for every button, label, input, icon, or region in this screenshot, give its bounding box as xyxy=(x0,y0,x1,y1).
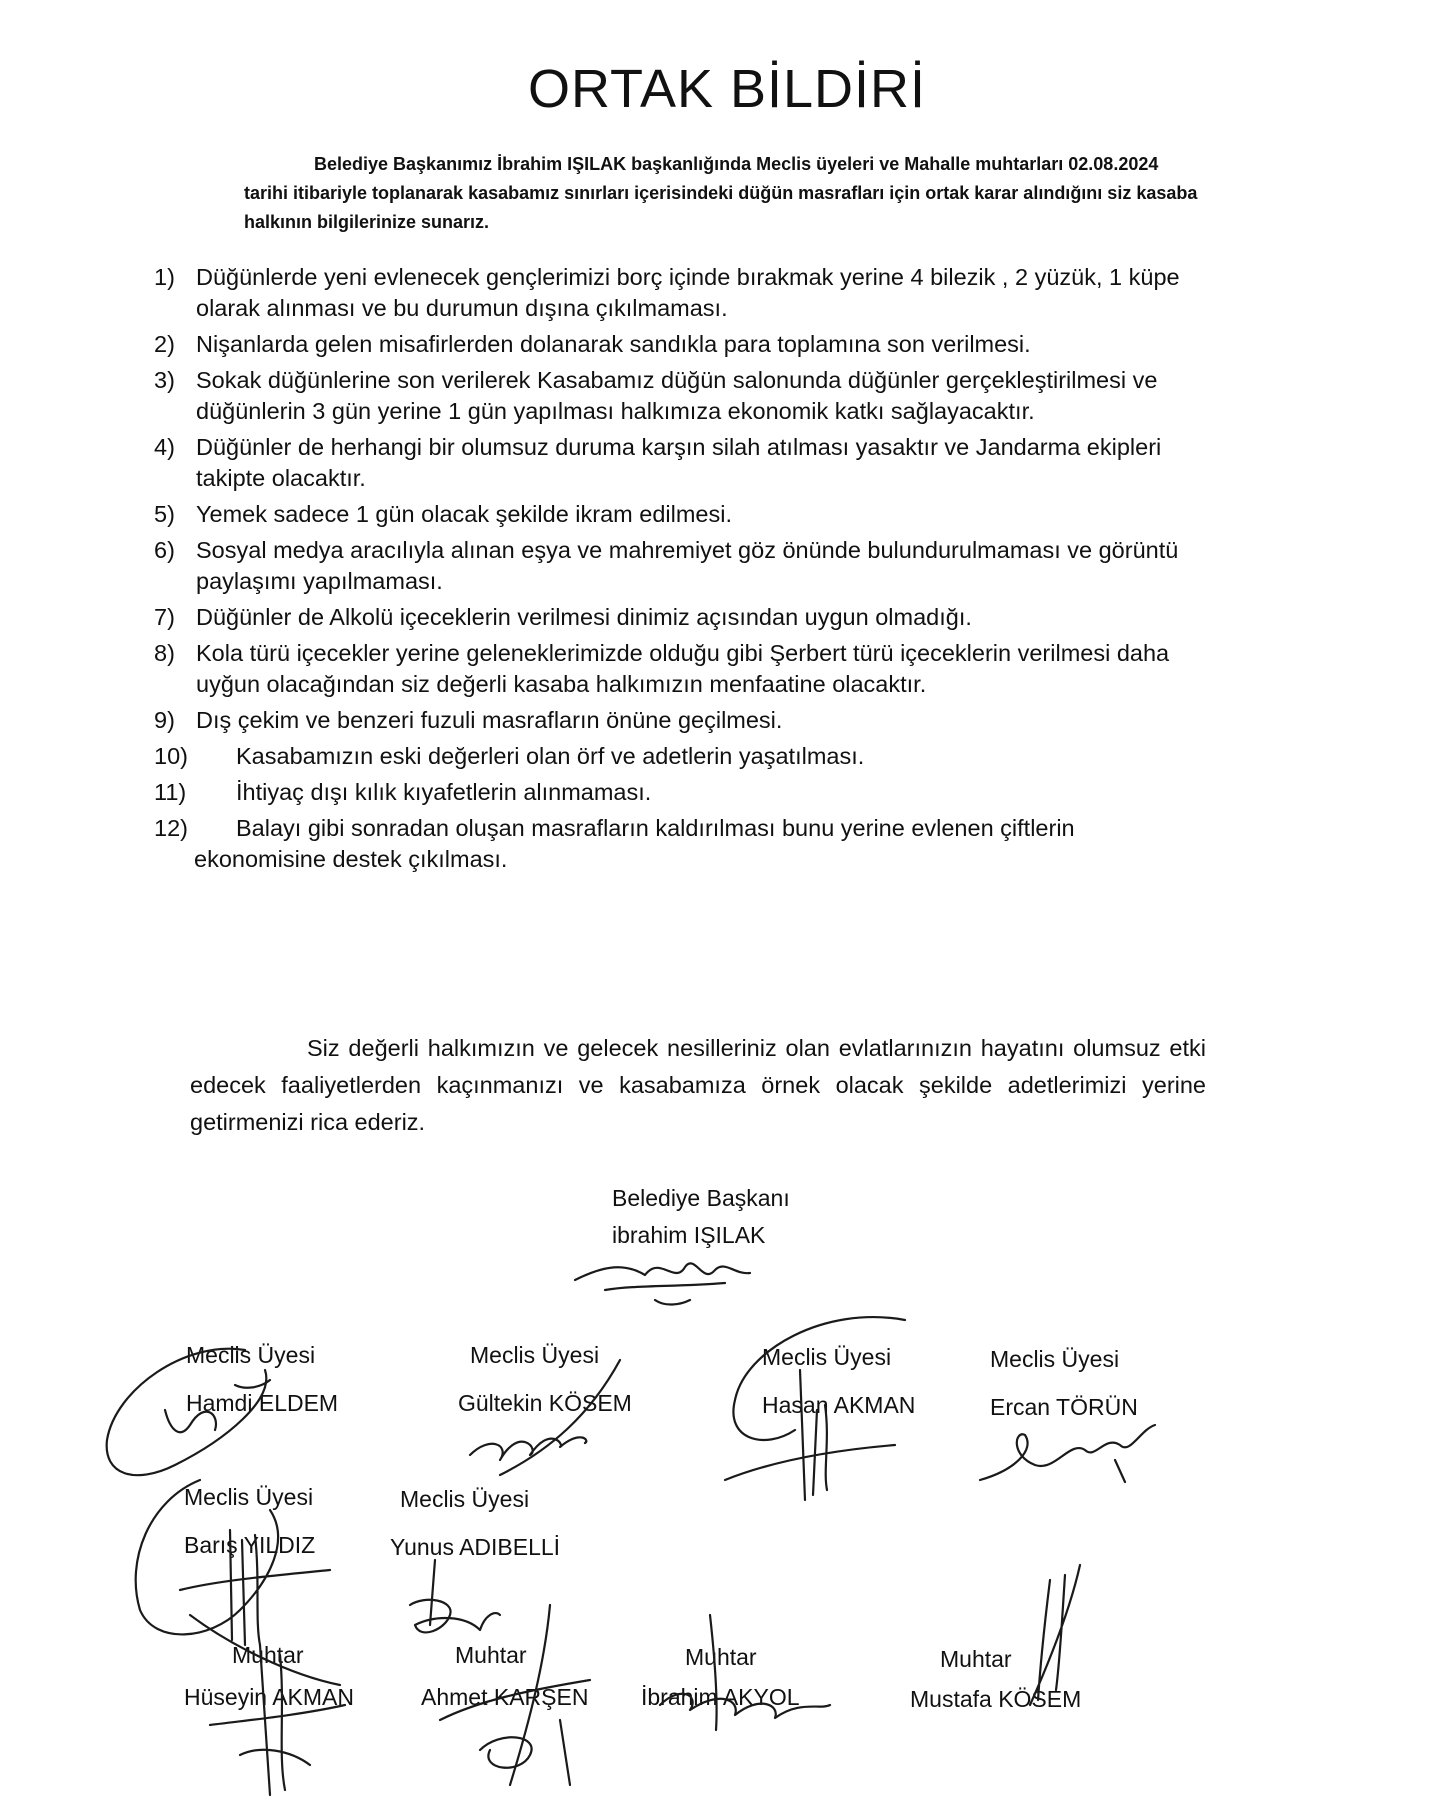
signatory-role: Muhtar xyxy=(232,1642,304,1668)
signature-gultekin-kosem xyxy=(440,1355,640,1485)
item-text: Sosyal medya aracılıyla alınan eşya ve mahremiyet göz önünde bulundurulmaması ve görüntü paylaşımı yapılmaması. xyxy=(196,537,1179,594)
signatory-name: Yunus ADIBELLİ xyxy=(390,1534,561,1560)
item-text: Balayı gibi sonradan oluşan masrafların kaldırılması bunu yerine evlenen çiftlerin xyxy=(236,815,1075,841)
item-text: Kasabamızın eski değerleri olan örf ve adetlerin yaşatılması. xyxy=(236,743,865,769)
item-number: 1) xyxy=(154,264,175,290)
signature-ibrahim-akyol xyxy=(640,1600,840,1740)
item-text: Düğünlerde yeni evlenecek gençlerimizi borç içinde bırakmak yerine 4 bilezik , 2 yüzük, 1 küpe olarak alınması ve bu durumun dışına çıkılmaması. xyxy=(196,264,1180,321)
item-text: Nişanlarda gelen misafirlerden dolanarak sandıkla para toplamına son verilmesi. xyxy=(196,331,1031,357)
list-item xyxy=(154,535,1214,597)
signatory-role: Meclis Üyesi xyxy=(762,1344,892,1370)
item-text: İhtiyaç dışı kılık kıyafetlerin alınmaması. xyxy=(236,779,652,805)
signatory-name: Mustafa KÖSEM xyxy=(910,1686,1082,1712)
list-item xyxy=(154,262,1214,324)
item-number: 7) xyxy=(154,604,175,630)
item-number: 5) xyxy=(154,501,175,527)
item-text: Düğünler de Alkolü içeceklerin verilmesi dinimiz açısından uygun olmadığı. xyxy=(196,604,972,630)
mayor-signature xyxy=(565,1245,765,1315)
signature-ercan-torun xyxy=(975,1410,1165,1490)
signatory-role: Meclis Üyesi xyxy=(470,1342,600,1368)
signatory-name: İbrahim AKYOL xyxy=(641,1684,800,1710)
item-text: Düğünler de herhangi bir olumsuz duruma karşın silah atılması yasaktır ve Jandarma ekipleri takipte olacaktır. xyxy=(196,434,1162,491)
item-number: 12) xyxy=(154,815,188,841)
item-text: Sokak düğünlerine son verilerek Kasabamız düğün salonunda düğünler gerçekleştirilmesi ve düğünlerin 3 gün yerine 1 gün yapılması halkımıza ekonomik katkı sağlayacaktır. xyxy=(196,367,1158,424)
item-number: 9) xyxy=(154,707,175,733)
list-item xyxy=(154,329,1214,360)
signatory-role: Muhtar xyxy=(455,1642,527,1668)
item-number: 2) xyxy=(154,331,175,357)
decision-list xyxy=(154,262,1214,880)
signature-hasan-akman xyxy=(705,1310,925,1510)
list-item xyxy=(154,432,1214,494)
signatory-role: Meclis Üyesi xyxy=(990,1346,1120,1372)
item-number: 6) xyxy=(154,537,175,563)
signature-ahmet-karsen xyxy=(420,1600,620,1795)
item-number: 10) xyxy=(154,743,188,769)
signatory-role: Meclis Üyesi xyxy=(186,1342,316,1368)
mayor-signature-block xyxy=(612,1180,790,1254)
list-item xyxy=(154,365,1214,427)
mayor-name: ibrahim IŞILAK xyxy=(612,1222,766,1248)
intro-paragraph: Belediye Başkanımız İbrahim IŞILAK başkanlığında Meclis üyeleri ve Mahalle muhtarları 02.08.2024 tarihi itibariyle toplanarak kasabamız sınırları içerisindeki düğün masrafları için ortak karar alındığını siz kasaba halkının bilgilerinize sunarız. xyxy=(244,154,1198,232)
signatory-name: Ercan TÖRÜN xyxy=(990,1394,1138,1420)
signatory-name: Gültekin KÖSEM xyxy=(458,1390,632,1416)
mayor-role: Belediye Başkanı xyxy=(612,1185,790,1211)
signature-mustafa-kosem xyxy=(990,1560,1100,1710)
item-text: Yemek sadece 1 gün olacak şekilde ikram edilmesi. xyxy=(196,501,732,527)
signatory-name: Barış YILDIZ xyxy=(184,1532,316,1558)
item-number: 4) xyxy=(154,434,175,460)
list-item xyxy=(154,705,1214,736)
item-number: 11) xyxy=(154,779,187,805)
signature-hamdi-eldem xyxy=(95,1330,325,1490)
signatory-role: Meclis Üyesi xyxy=(400,1486,530,1512)
list-item xyxy=(154,638,1214,700)
signature-huseyin-akman xyxy=(170,1605,360,1800)
signatory-yunus-adibelli xyxy=(390,1484,561,1562)
signatory-role: Meclis Üyesi xyxy=(184,1484,314,1510)
signatory-role: Muhtar xyxy=(940,1646,1012,1672)
closing-paragraph: Siz değerli halkımızın ve gelecek nesilleriniz olan evlatlarınızın hayatını olumsuz etki edecek faaliyetlerden kaçınmanızı ve kasabamıza örnek olacak şekilde adetlerimizi yerine getirmenizi rica ederiz. xyxy=(190,1035,1206,1135)
signatory-role: Muhtar xyxy=(685,1644,757,1670)
signatory-name: Ahmet KARŞEN xyxy=(421,1684,589,1710)
document-title: ORTAK BİLDİRİ xyxy=(527,59,927,119)
list-item xyxy=(154,499,1214,530)
list-item xyxy=(154,777,1214,808)
item-text-continued: ekonomisine destek çıkılması. xyxy=(194,846,508,872)
list-item xyxy=(154,741,1214,772)
signatory-name: Hasan AKMAN xyxy=(762,1392,916,1418)
item-text: Kola türü içecekler yerine geleneklerimizde olduğu gibi Şerbert türü içeceklerin verilmesi daha uyğun olacağından siz değerli kasaba halkımızın menfaatine olacaktır. xyxy=(196,640,1170,697)
signatory-name: Hüseyin AKMAN xyxy=(184,1684,355,1710)
item-number: 8) xyxy=(154,640,175,666)
signatory-name: Hamdi ELDEM xyxy=(186,1390,339,1416)
item-number: 3) xyxy=(154,367,175,393)
list-item xyxy=(154,602,1214,633)
item-text: Dış çekim ve benzeri fuzuli masrafların önüne geçilmesi. xyxy=(196,707,783,733)
list-item xyxy=(154,813,1214,875)
